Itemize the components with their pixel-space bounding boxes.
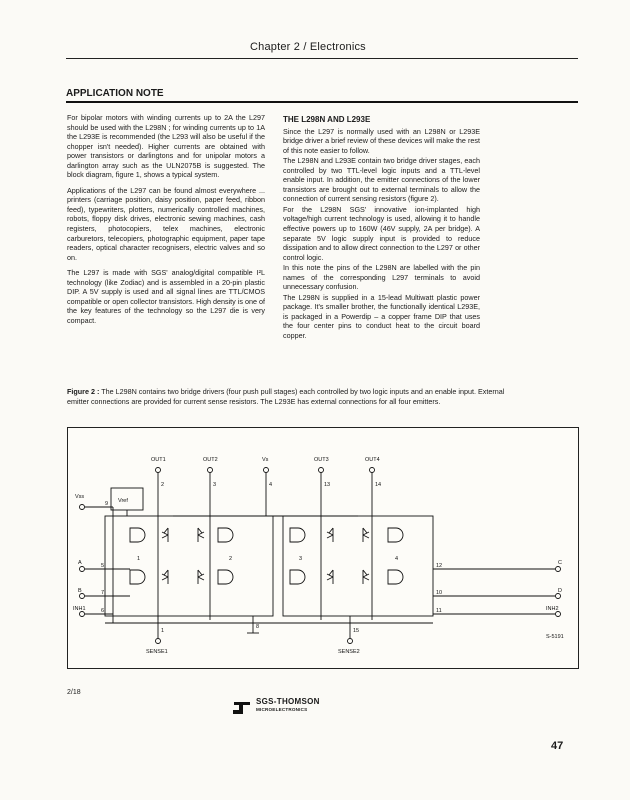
label-pin12: 12 [436, 563, 443, 569]
label-pin3: 3 [213, 482, 217, 488]
label-vss: Vss [75, 494, 85, 500]
right-column [283, 115, 480, 342]
label-pin9: 9 [105, 501, 109, 507]
figure-caption-text: The L298N contains two bridge drivers (four push pull stages) each controlled by two logic inputs and an enable input. External emitter connections are provided for current sense resistors. The L293E has external connections for all four emitters. [67, 387, 505, 406]
label-vs: Vs [262, 457, 269, 463]
label-out3: OUT3 [314, 457, 329, 463]
left-paragraph-3: The L297 is made with SGS' analog/digital compatible I²L technology (like Zodiac) and is assembled in a 20-pin plastic DIP. A 5V supply is used and all signal lines are TTL/CMOS compatible or open collector transistors. High density is one of the key features of the technology so the L297 die is very compact. [67, 268, 265, 325]
label-vref: Vref [118, 498, 128, 504]
left-column [67, 113, 265, 331]
label-inh2: INH2 [546, 606, 559, 612]
label-out2: OUT2 [203, 457, 218, 463]
label-sense1: SENSE1 [146, 649, 168, 655]
label-pin11: 11 [436, 608, 442, 614]
label-ref-code: S-5191 [546, 634, 564, 640]
circuit-svg [68, 428, 578, 668]
label-out1: OUT1 [151, 457, 166, 463]
section-title: APPLICATION NOTE [66, 88, 164, 99]
label-c: C [558, 560, 562, 566]
label-pin13: 13 [324, 482, 331, 488]
label-inh1: INH1 [73, 606, 86, 612]
label-pin7: 7 [101, 590, 105, 596]
right-paragraph-4: In this note the pins of the L298N are labelled with the pin names of the corresponding L297 terminals to avoid unnecessary confusion. [283, 263, 480, 292]
label-b: B [78, 588, 82, 594]
label-d: D [558, 588, 562, 594]
left-paragraph-2: Applications of the L297 can be found almost everywhere ... printers (carriage position, daisy position, paper feed, ribbon feed), typewriters, plotters, numerically controlled machines, robots, floppy disk drives, electronic sewing machines, cash registers, photocopiers, telex machines, electronic carburetors, telecopiers, photographic equipment, paper tape readers, optical character recognisers, electric valves and so on. [67, 185, 265, 262]
figure-label: Figure 2 : [67, 387, 100, 396]
header-rule [66, 58, 578, 59]
label-pin2: 2 [161, 482, 165, 488]
left-paragraph-1: For bipolar motors with winding currents up to 2A the L297 should be used with the L298N ; for winding currents up to 1A the L293E is recommended (the L293 will also be useful if the chopper isn't needed). Higher currents are obtained with power transistors or darlingtons and for unipolar motors a darlington array such as the ULN2075B is suggested. The block diagram, figure 1, shows a typical system. [67, 113, 265, 180]
label-pin1: 1 [161, 628, 165, 634]
sgs-thomson-logo [232, 697, 352, 719]
label-pin10: 10 [436, 590, 443, 596]
page-number: 47 [551, 740, 564, 752]
right-paragraph-2: The L298N and L293E contain two bridge driver stages, each controlled by two TTL-level logic inputs and a TTL-level enable input. In addition, the emitter connections of the lower transistors are brought out to external terminals to allow the connection of current sensing resistors (figure 2). [283, 156, 480, 204]
logo-name: SGS-THOMSON [256, 697, 320, 706]
label-gate4: 4 [395, 556, 399, 562]
label-pin14: 14 [375, 482, 382, 488]
section-rule [66, 101, 578, 103]
circuit-diagram [67, 427, 579, 669]
label-a: A [78, 560, 82, 566]
label-pin8: 8 [256, 624, 260, 630]
right-paragraph-1: Since the L297 is normally used with an L298N or L293E bridge driver a brief review of these devices will make the rest of this note easier to follow. [283, 126, 480, 155]
label-out4: OUT4 [365, 457, 380, 463]
right-paragraph-5: The L298N is supplied in a 15-lead Multiwatt plastic power package. It's smaller brother, the functionally identical L293E, is packaged in a Powerdip – a copper frame DIP that uses the four center pins to conduct heat to the circuit board copper. [283, 292, 480, 341]
figure-caption [67, 387, 527, 406]
label-pin15: 15 [353, 628, 360, 634]
label-pin6: 6 [101, 608, 105, 614]
label-gate1: 1 [137, 556, 141, 562]
logo-sub: MICROELECTRONICS [256, 707, 308, 712]
right-heading: THE L298N AND L293E [283, 115, 371, 124]
footer-page-ref: 2/18 [67, 689, 81, 696]
label-sense2: SENSE2 [338, 649, 360, 655]
right-paragraph-3: For the L298N SGS' innovative ion-implanted high voltage/high current technology is used, allowing it to handle effective powers up to 160W (46V supply, 2A per bridge). A separate 5V logic supply input is provided to reduce dissipation and to allow direct connection to the L297 or other control logic. [283, 204, 480, 262]
label-pin4: 4 [269, 482, 273, 488]
st-logo-icon [232, 698, 252, 716]
label-gate2: 2 [229, 556, 233, 562]
running-header: Chapter 2 / Electronics [250, 41, 366, 53]
label-pin5: 5 [101, 563, 105, 569]
label-gate3: 3 [299, 556, 303, 562]
